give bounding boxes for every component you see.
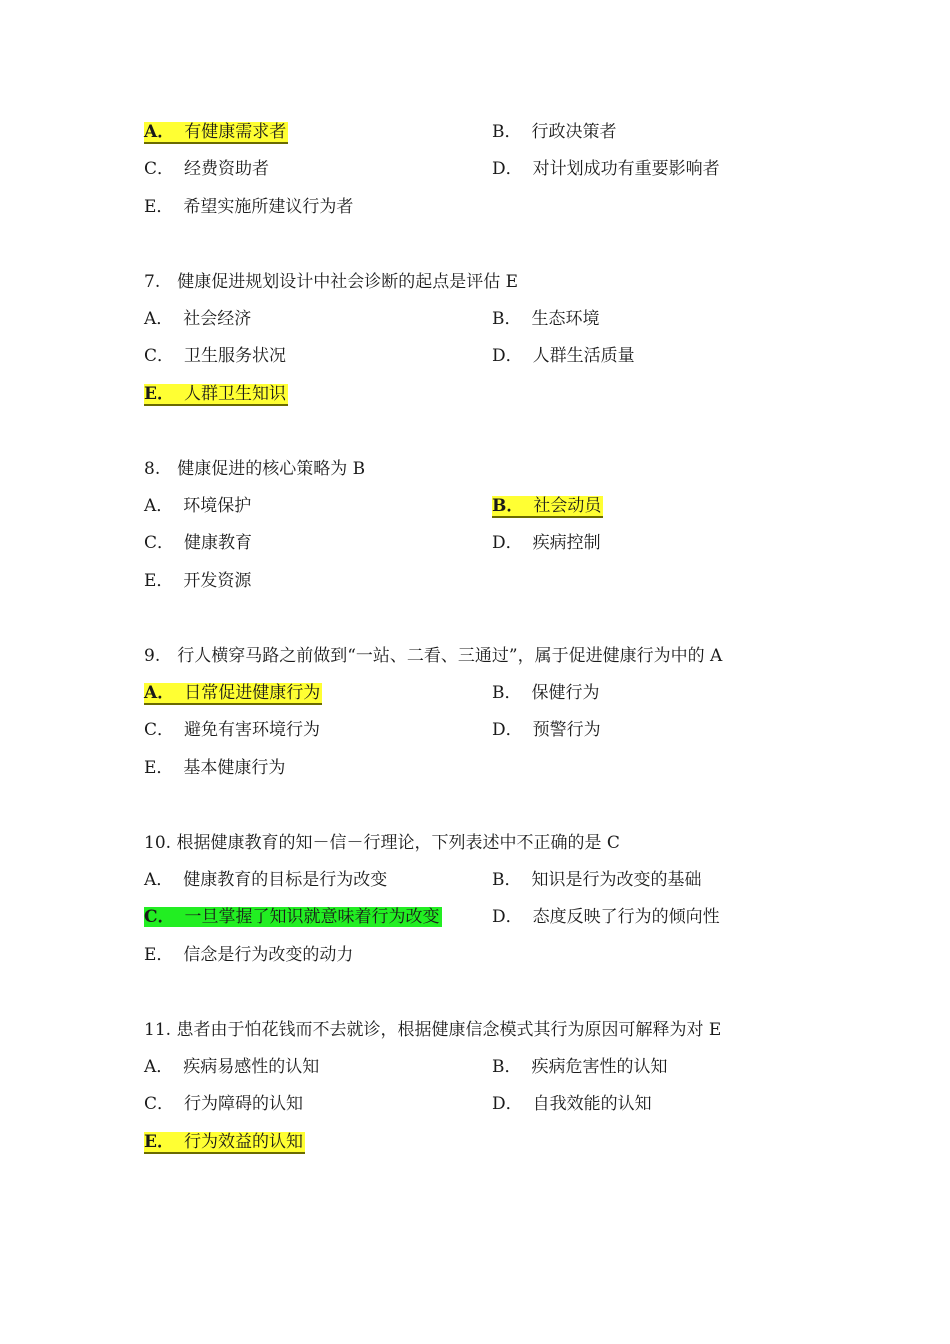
q10-option-a: A． 健康教育的目标是行为改变	[144, 870, 388, 890]
q7-option-a: A． 社会经济	[144, 309, 252, 329]
q6-option-c: C． 经费资助者	[144, 159, 270, 179]
q6-option-b: B． 行政决策者	[492, 122, 617, 142]
q11-stem: 11. 患者由于怕花钱而不去就诊，根据健康信念模式其行为原因可解释为对 E	[144, 1020, 722, 1040]
q9-stem: 9. 行人横穿马路之前做到“一站、二看、三通过”，属于促进健康行为中的 A	[144, 646, 723, 666]
q9-option-c: C． 避免有害环境行为	[144, 720, 321, 740]
q10-option-b: B． 知识是行为改变的基础	[492, 870, 702, 890]
q9-option-e: E． 基本健康行为	[144, 758, 286, 778]
q8-option-a: A． 环境保护	[144, 496, 252, 516]
q11-option-b: B． 疾病危害性的认知	[492, 1057, 668, 1077]
q10-option-c	[144, 905, 442, 929]
answer-highlight: A． 日常促进健康行为	[144, 683, 321, 703]
q7-stem: 7. 健康促进规划设计中社会诊断的起点是评估 E	[144, 272, 519, 292]
q10-option-e: E． 信念是行为改变的动力	[144, 945, 354, 965]
q8-option-b	[492, 494, 603, 518]
q6-option-a	[144, 120, 288, 144]
q7-option-c: C． 卫生服务状况	[144, 346, 287, 366]
q8-option-e: E． 开发资源	[144, 571, 252, 591]
q10-stem: 10. 根据健康教育的知－信－行理论，下列表述中不正确的是 C	[144, 833, 620, 853]
q11-option-e	[144, 1130, 305, 1154]
q8-option-d: D． 疾病控制	[492, 533, 601, 553]
q6-option-d: D． 对计划成功有重要影响者	[492, 159, 720, 179]
q9-option-a	[144, 681, 322, 705]
q11-option-c: C． 行为障碍的认知	[144, 1094, 304, 1114]
q7-option-b: B． 生态环境	[492, 309, 600, 329]
q7-option-d: D． 人群生活质量	[492, 346, 635, 366]
answer-highlight: E． 行为效益的认知	[144, 1132, 303, 1152]
answer-highlight-strikethrough: C． 一旦掌握了知识就意味着行为改变	[144, 907, 440, 927]
q9-option-d: D． 预警行为	[492, 720, 601, 740]
answer-highlight: B． 社会动员	[492, 496, 602, 516]
q7-option-e	[144, 382, 288, 406]
answer-highlight: A． 有健康需求者	[144, 122, 287, 142]
q8-option-c: C． 健康教育	[144, 533, 253, 553]
q9-option-b: B． 保健行为	[492, 683, 600, 703]
q10-option-d: D． 态度反映了行为的倾向性	[492, 907, 720, 927]
q11-option-d: D． 自我效能的认知	[492, 1094, 652, 1114]
q11-option-a: A． 疾病易感性的认知	[144, 1057, 320, 1077]
q8-stem: 8. 健康促进的核心策略为 B	[144, 459, 366, 479]
q6-option-e: E． 希望实施所建议行为者	[144, 197, 354, 217]
answer-highlight: E． 人群卫生知识	[144, 384, 286, 404]
